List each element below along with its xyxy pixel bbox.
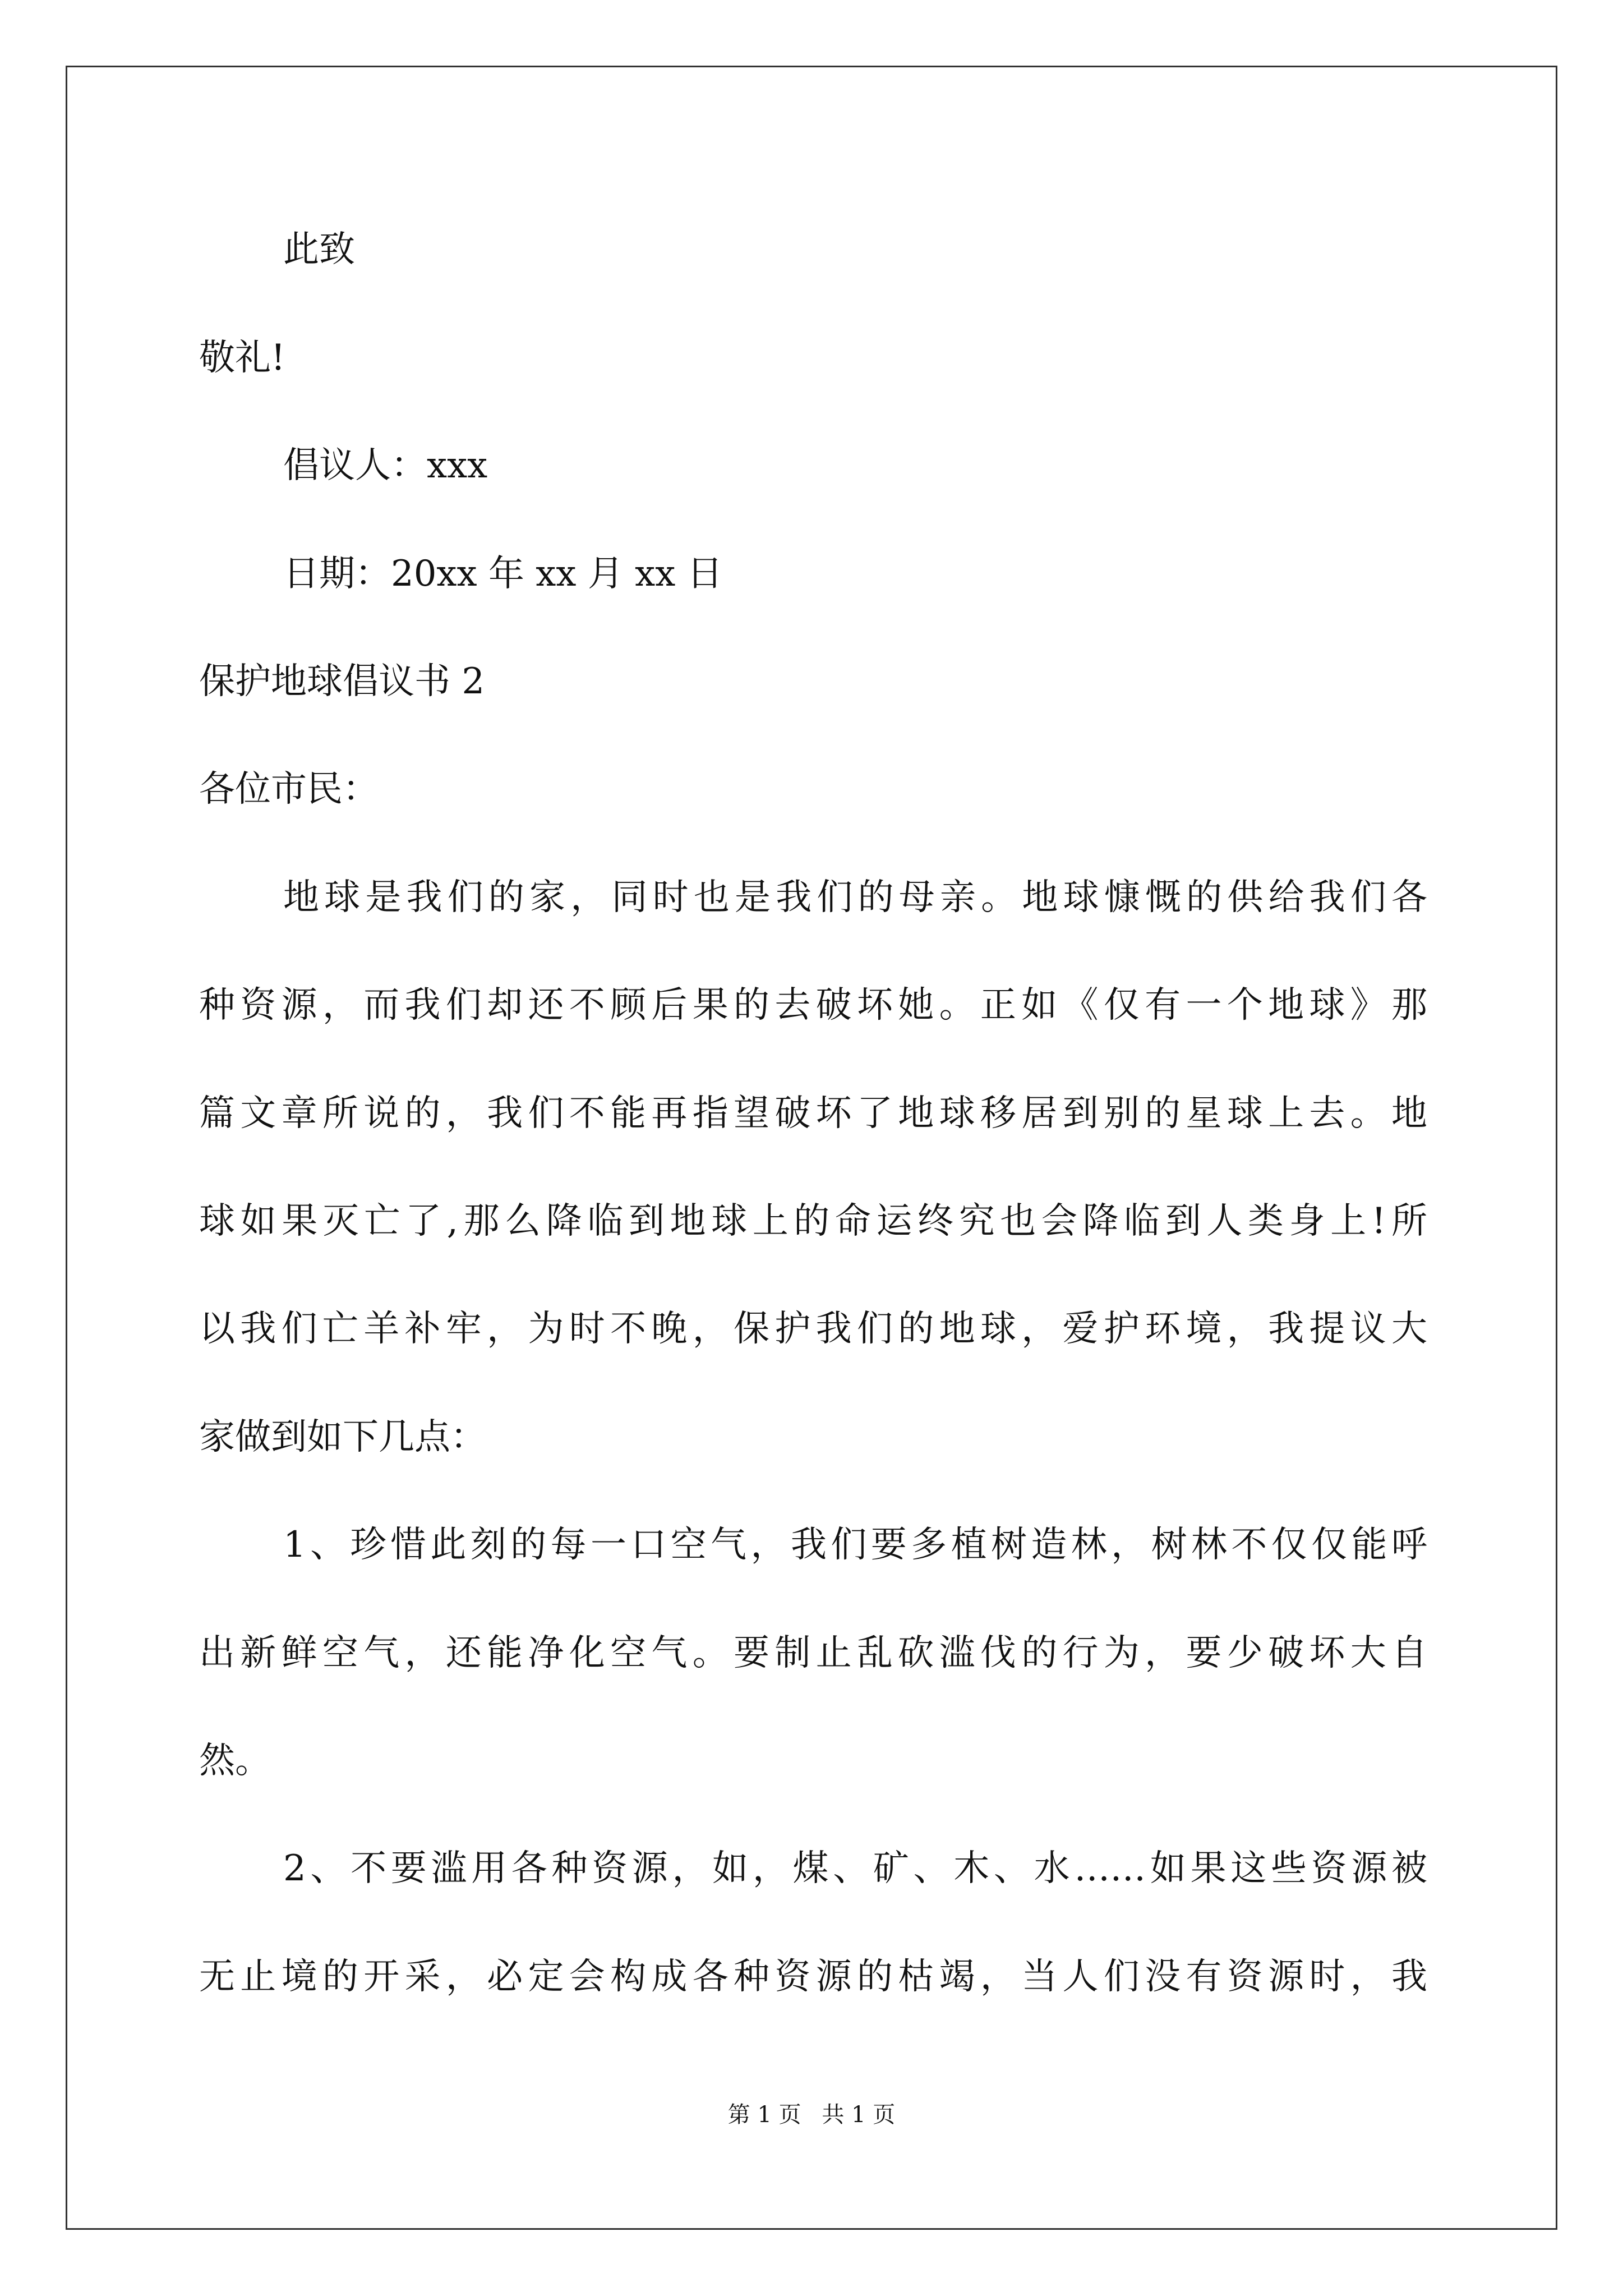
point-line: 出新鲜空气，还能净化空气。要制止乱砍滥伐的行为，要少破坏大自 — [199, 1632, 1427, 1674]
point-line: 然。 — [199, 1740, 271, 1782]
proposer-line: 倡议人：xxx — [283, 445, 488, 486]
paragraph-line: 篇文章所说的，我们不能再指望破坏了地球移居到别的星球上去。地 — [199, 1093, 1427, 1134]
date-line: 日期：20xx 年 xx 月 xx 日 — [283, 553, 723, 595]
closing-regards: 敬礼! — [199, 337, 285, 379]
point-line: 无止境的开采，必定会构成各种资源的枯竭，当人们没有资源时，我 — [199, 1956, 1427, 1998]
page-footer — [0, 2101, 1623, 2129]
page-border — [66, 66, 1557, 2230]
section-title: 保护地球倡议书 2 — [199, 661, 485, 702]
point-line: 1、珍惜此刻的每一口空气，我们要多植树造林，树林不仅仅能呼 — [283, 1524, 1427, 1566]
paragraph-line: 地球是我们的家，同时也是我们的母亲。地球慷慨的供给我们各 — [283, 877, 1427, 918]
greeting: 各位市民： — [199, 769, 379, 810]
closing-salutation: 此致 — [283, 229, 355, 270]
paragraph-line: 以我们亡羊补牢，为时不晚，保护我们的地球，爱护环境，我提议大 — [199, 1308, 1427, 1350]
page-total: 共 1 页 — [822, 2102, 896, 2128]
paragraph-line: 家做到如下几点： — [199, 1416, 486, 1458]
paragraph-line: 球如果灭亡了,那么降临到地球上的命运终究也会降临到人类身上!所 — [199, 1200, 1427, 1242]
point-line: 2、不要滥用各种资源，如，煤、矿、木、水……如果这些资源被 — [283, 1848, 1427, 1889]
paragraph-line: 种资源，而我们却还不顾后果的去破坏她。正如《仅有一个地球》那 — [199, 984, 1427, 1026]
page-number: 第 1 页 — [727, 2102, 801, 2128]
